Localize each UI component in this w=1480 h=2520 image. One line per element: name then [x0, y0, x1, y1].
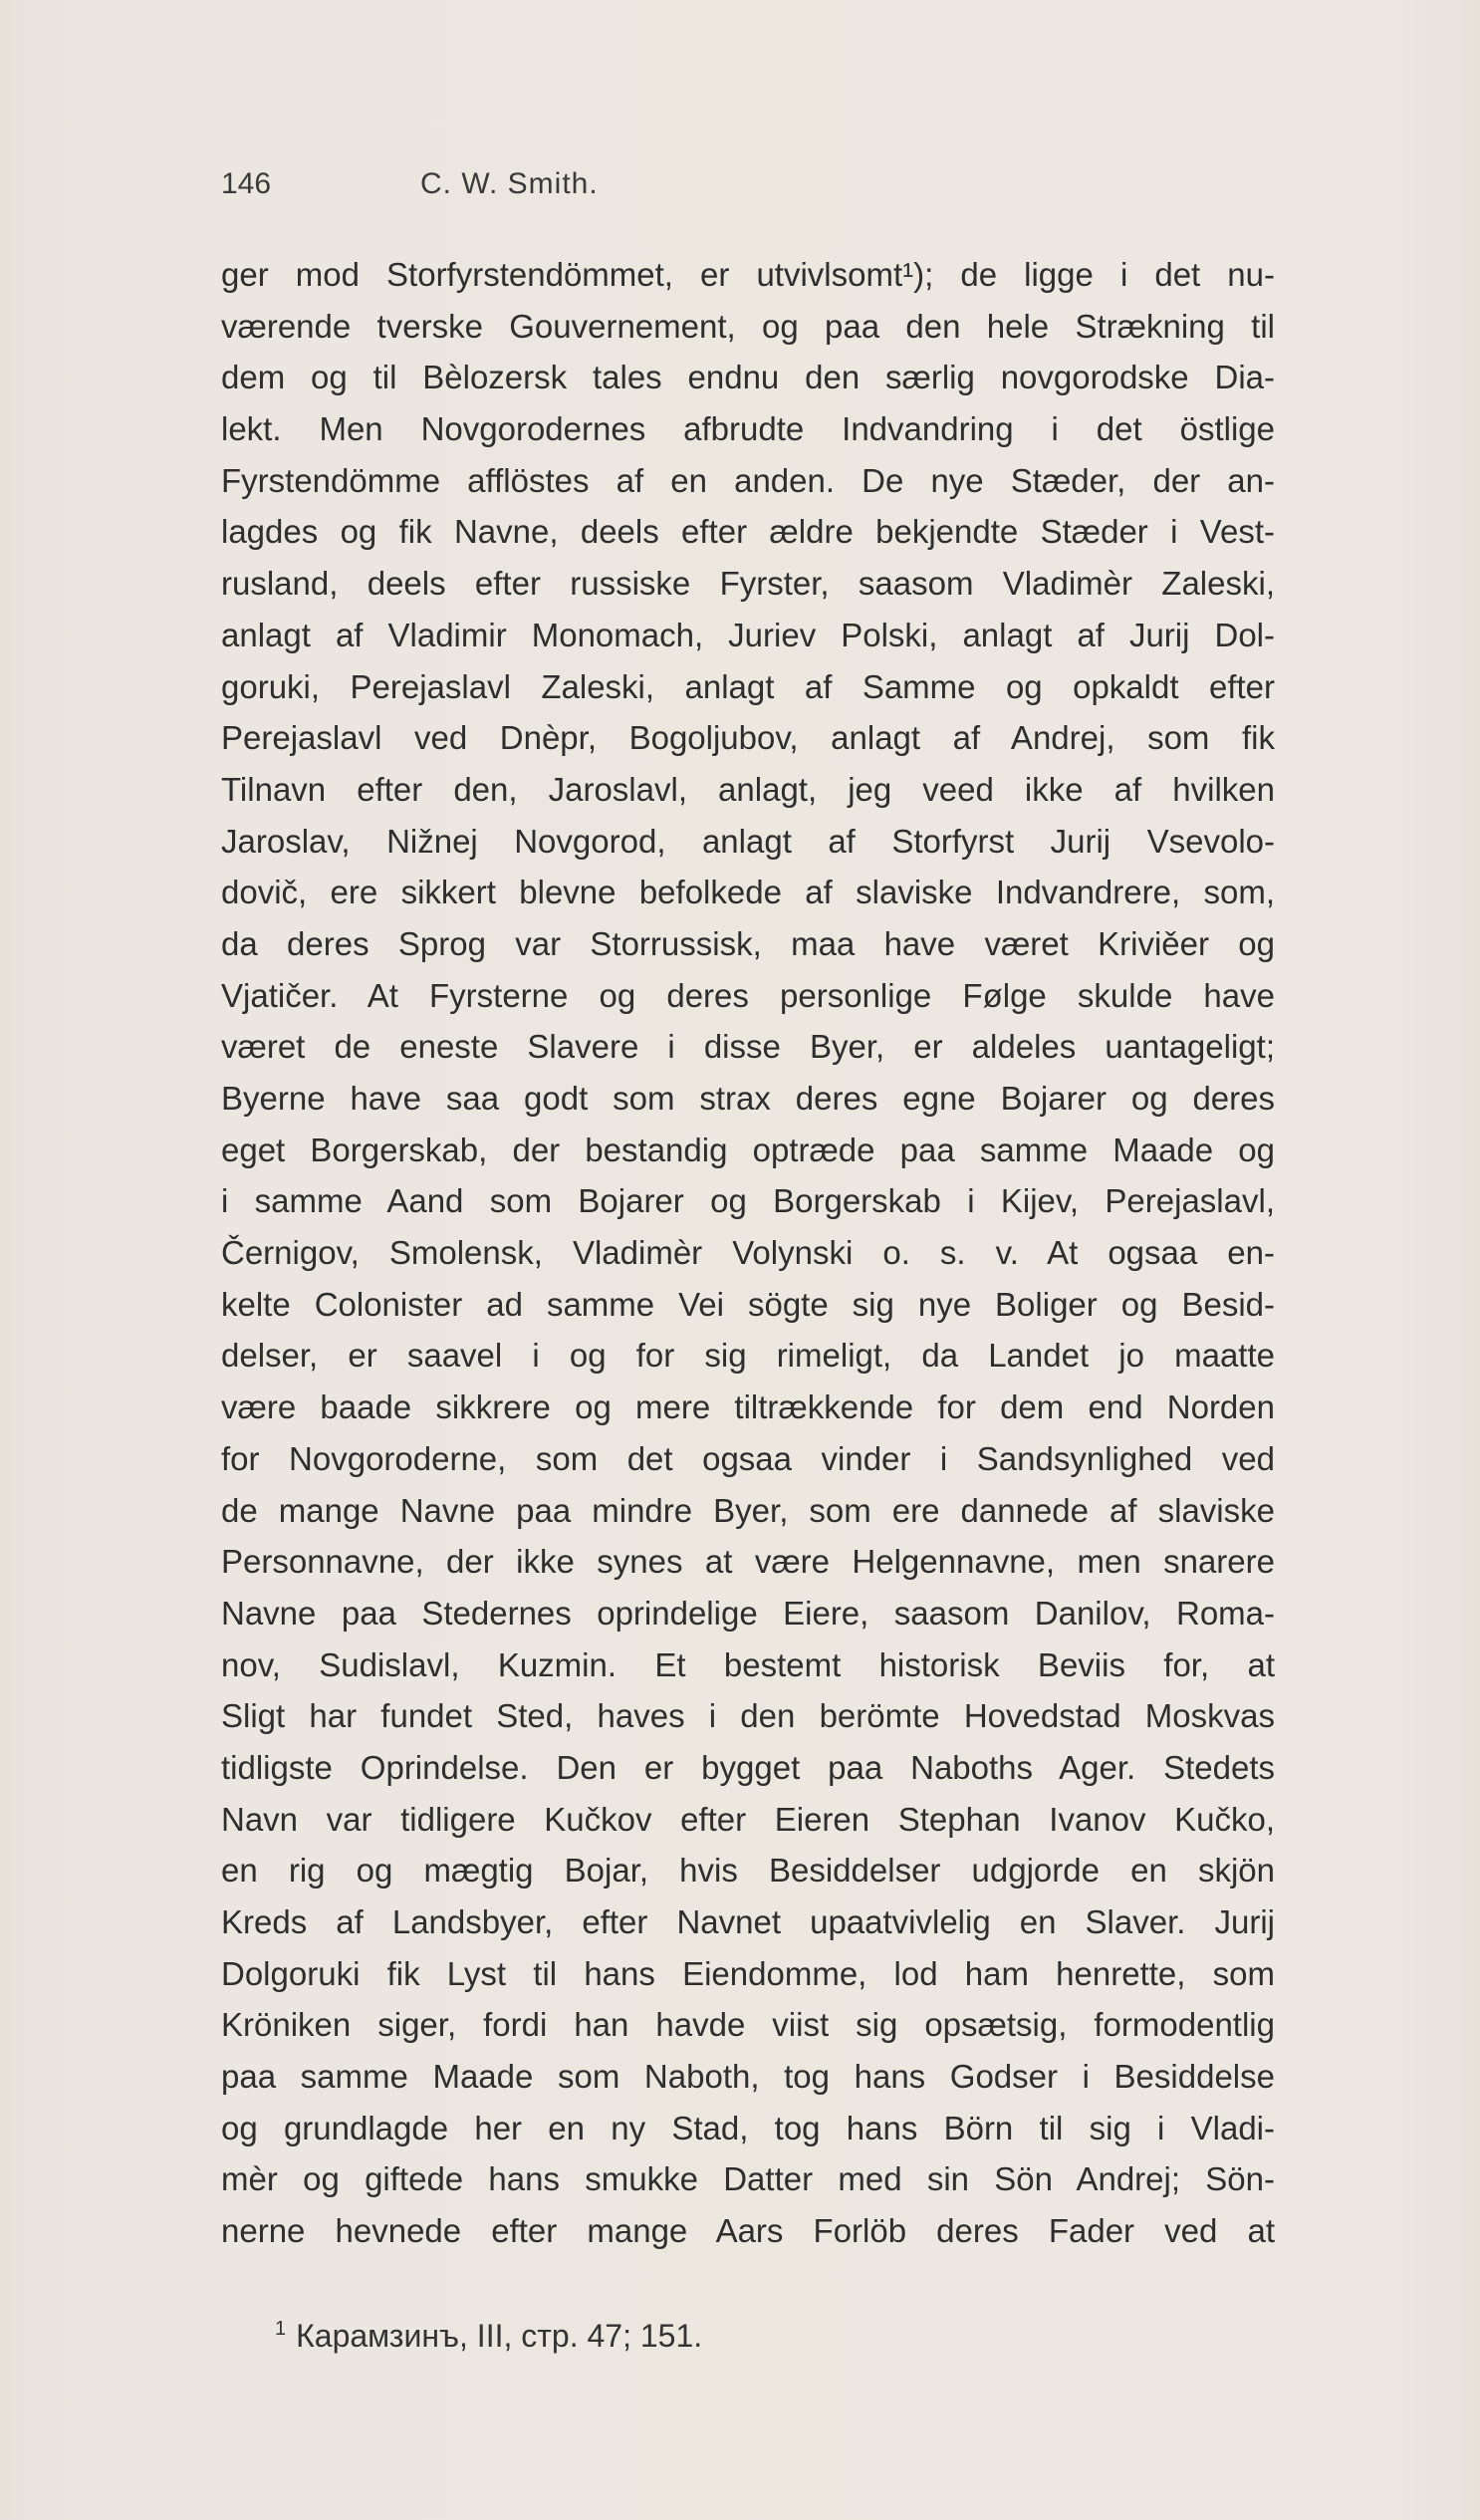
text-line: Jaroslav, Nižnej Novgorod, anlagt af Storfyrst Jurij Vsevolo- [221, 822, 1275, 860]
text-line: lekt. Men Novgorodernes afbrudte Indvandring i det östlige [221, 410, 1275, 448]
text-line: delser, er saavel i og for sig rimeligt, da Landet jo maatte [221, 1337, 1275, 1375]
text-line: Černigov, Smolensk, Vladimèr Volynski o. s. v. At ogsaa en- [221, 1234, 1275, 1272]
text-line: goruki, Perejaslavl Zaleski, anlagt af Samme og opkaldt efter [221, 667, 1275, 705]
text-line: Dolgoruki fik Lyst til hans Eiendomme, lod ham henrette, som [221, 1954, 1275, 1992]
page-header [221, 157, 1277, 217]
text-line: Byerne have saa godt som strax deres egne Bojarer og deres [221, 1080, 1275, 1117]
text-line: de mange Navne paa mindre Byer, som ere dannede af slaviske [221, 1491, 1275, 1529]
text-line: en rig og mægtig Bojar, hvis Besiddelser udgjorde en skjön [221, 1852, 1275, 1890]
text-line: dovič, ere sikkert blevne befolkede af slaviske Indvandrere, som, [221, 874, 1275, 911]
text-line: nerne hevnede efter mange Aars Forlöb deres Fader ved at [221, 2212, 1275, 2250]
text-line: for Novgoroderne, som det ogsaa vinder i Sandsynlighed ved [221, 1439, 1275, 1477]
page-number: 146 [221, 167, 272, 200]
text-line: Fyrstendömme afflöstes af en anden. De nye Stæder, der an- [221, 461, 1275, 499]
text-line: rusland, deels efter russiske Fyrster, saasom Vladimèr Zaleski, [221, 565, 1275, 603]
text-line: Tilnavn efter den, Jaroslavl, anlagt, jeg veed ikke af hvilken [221, 770, 1275, 808]
text-line: været de eneste Slavere i disse Byer, er aldeles uantageligt; [221, 1028, 1275, 1066]
text-line: værende tverske Gouvernement, og paa den hele Strækning til [221, 307, 1275, 345]
text-line: tidligste Oprindelse. Den er bygget paa Naboths Ager. Stedets [221, 1748, 1275, 1786]
text-line: dem og til Bèlozersk tales endnu den særlig novgorodske Dia- [221, 359, 1275, 396]
text-line: Kröniken siger, fordi han havde viist sig opsætsig, formodentlig [221, 2006, 1275, 2044]
text-line: mèr og giftede hans smukke Datter med sin Sön Andrej; Sön- [221, 2160, 1275, 2198]
text-line: Kreds af Landsbyer, efter Navnet upaatvivlelig en Slaver. Jurij [221, 1903, 1275, 1940]
text-line: Vjatičer. At Fyrsterne og deres personlige Følge skulde have [221, 976, 1275, 1014]
text-line: kelte Colonister ad samme Vei sögte sig nye Boliger og Besid- [221, 1285, 1275, 1323]
footnote-mark: 1 [275, 2318, 287, 2341]
text-line: i samme Aand som Bojarer og Borgerskab i Kijev, Perejaslavl, [221, 1182, 1275, 1220]
text-line: Perejaslavl ved Dnèpr, Bogoljubov, anlagt af Andrej, som fik [221, 719, 1275, 757]
text-line: eget Borgerskab, der bestandig optræde paa samme Maade og [221, 1131, 1275, 1168]
text-line: og grundlagde her en ny Stad, tog hans Börn til sig i Vladi- [221, 2109, 1275, 2146]
text-line: paa samme Maade som Naboth, tog hans Godser i Besiddelse [221, 2058, 1275, 2096]
text-line: anlagt af Vladimir Monomach, Juriev Polski, anlagt af Jurij Dol- [221, 616, 1275, 653]
text-line: Navne paa Stedernes oprindelige Eiere, saasom Danilov, Roma- [221, 1594, 1275, 1632]
text-line: Navn var tidligere Kučkov efter Eieren Stephan Ivanov Kučko, [221, 1800, 1275, 1838]
text-line: være baade sikkrere og mere tiltrækkende for dem end Norden [221, 1388, 1275, 1426]
text-line: lagdes og fik Navne, deels efter ældre bekjendte Stæder i Vest- [221, 513, 1275, 551]
text-line: Sligt har fundet Sted, haves i den berömte Hovedstad Moskvas [221, 1697, 1275, 1735]
text-line: Personnavne, der ikke synes at være Helgennavne, men snarere [221, 1543, 1275, 1581]
running-head: C. W. Smith. [420, 167, 599, 200]
footnote [275, 2318, 702, 2355]
text-line: ger mod Storfyrstendömmet, er utvivlsomt¹); de ligge i det nu- [221, 256, 1275, 293]
footnote-text: Карамзинъ, III, стр. 47; 151. [296, 2318, 703, 2354]
body-text [221, 249, 1275, 2257]
text-line: da deres Sprog var Storrussisk, maa have været Kriviěer og [221, 924, 1275, 962]
text-line: nov, Sudislavl, Kuzmin. Et bestemt historisk Beviis for, at [221, 1645, 1275, 1683]
